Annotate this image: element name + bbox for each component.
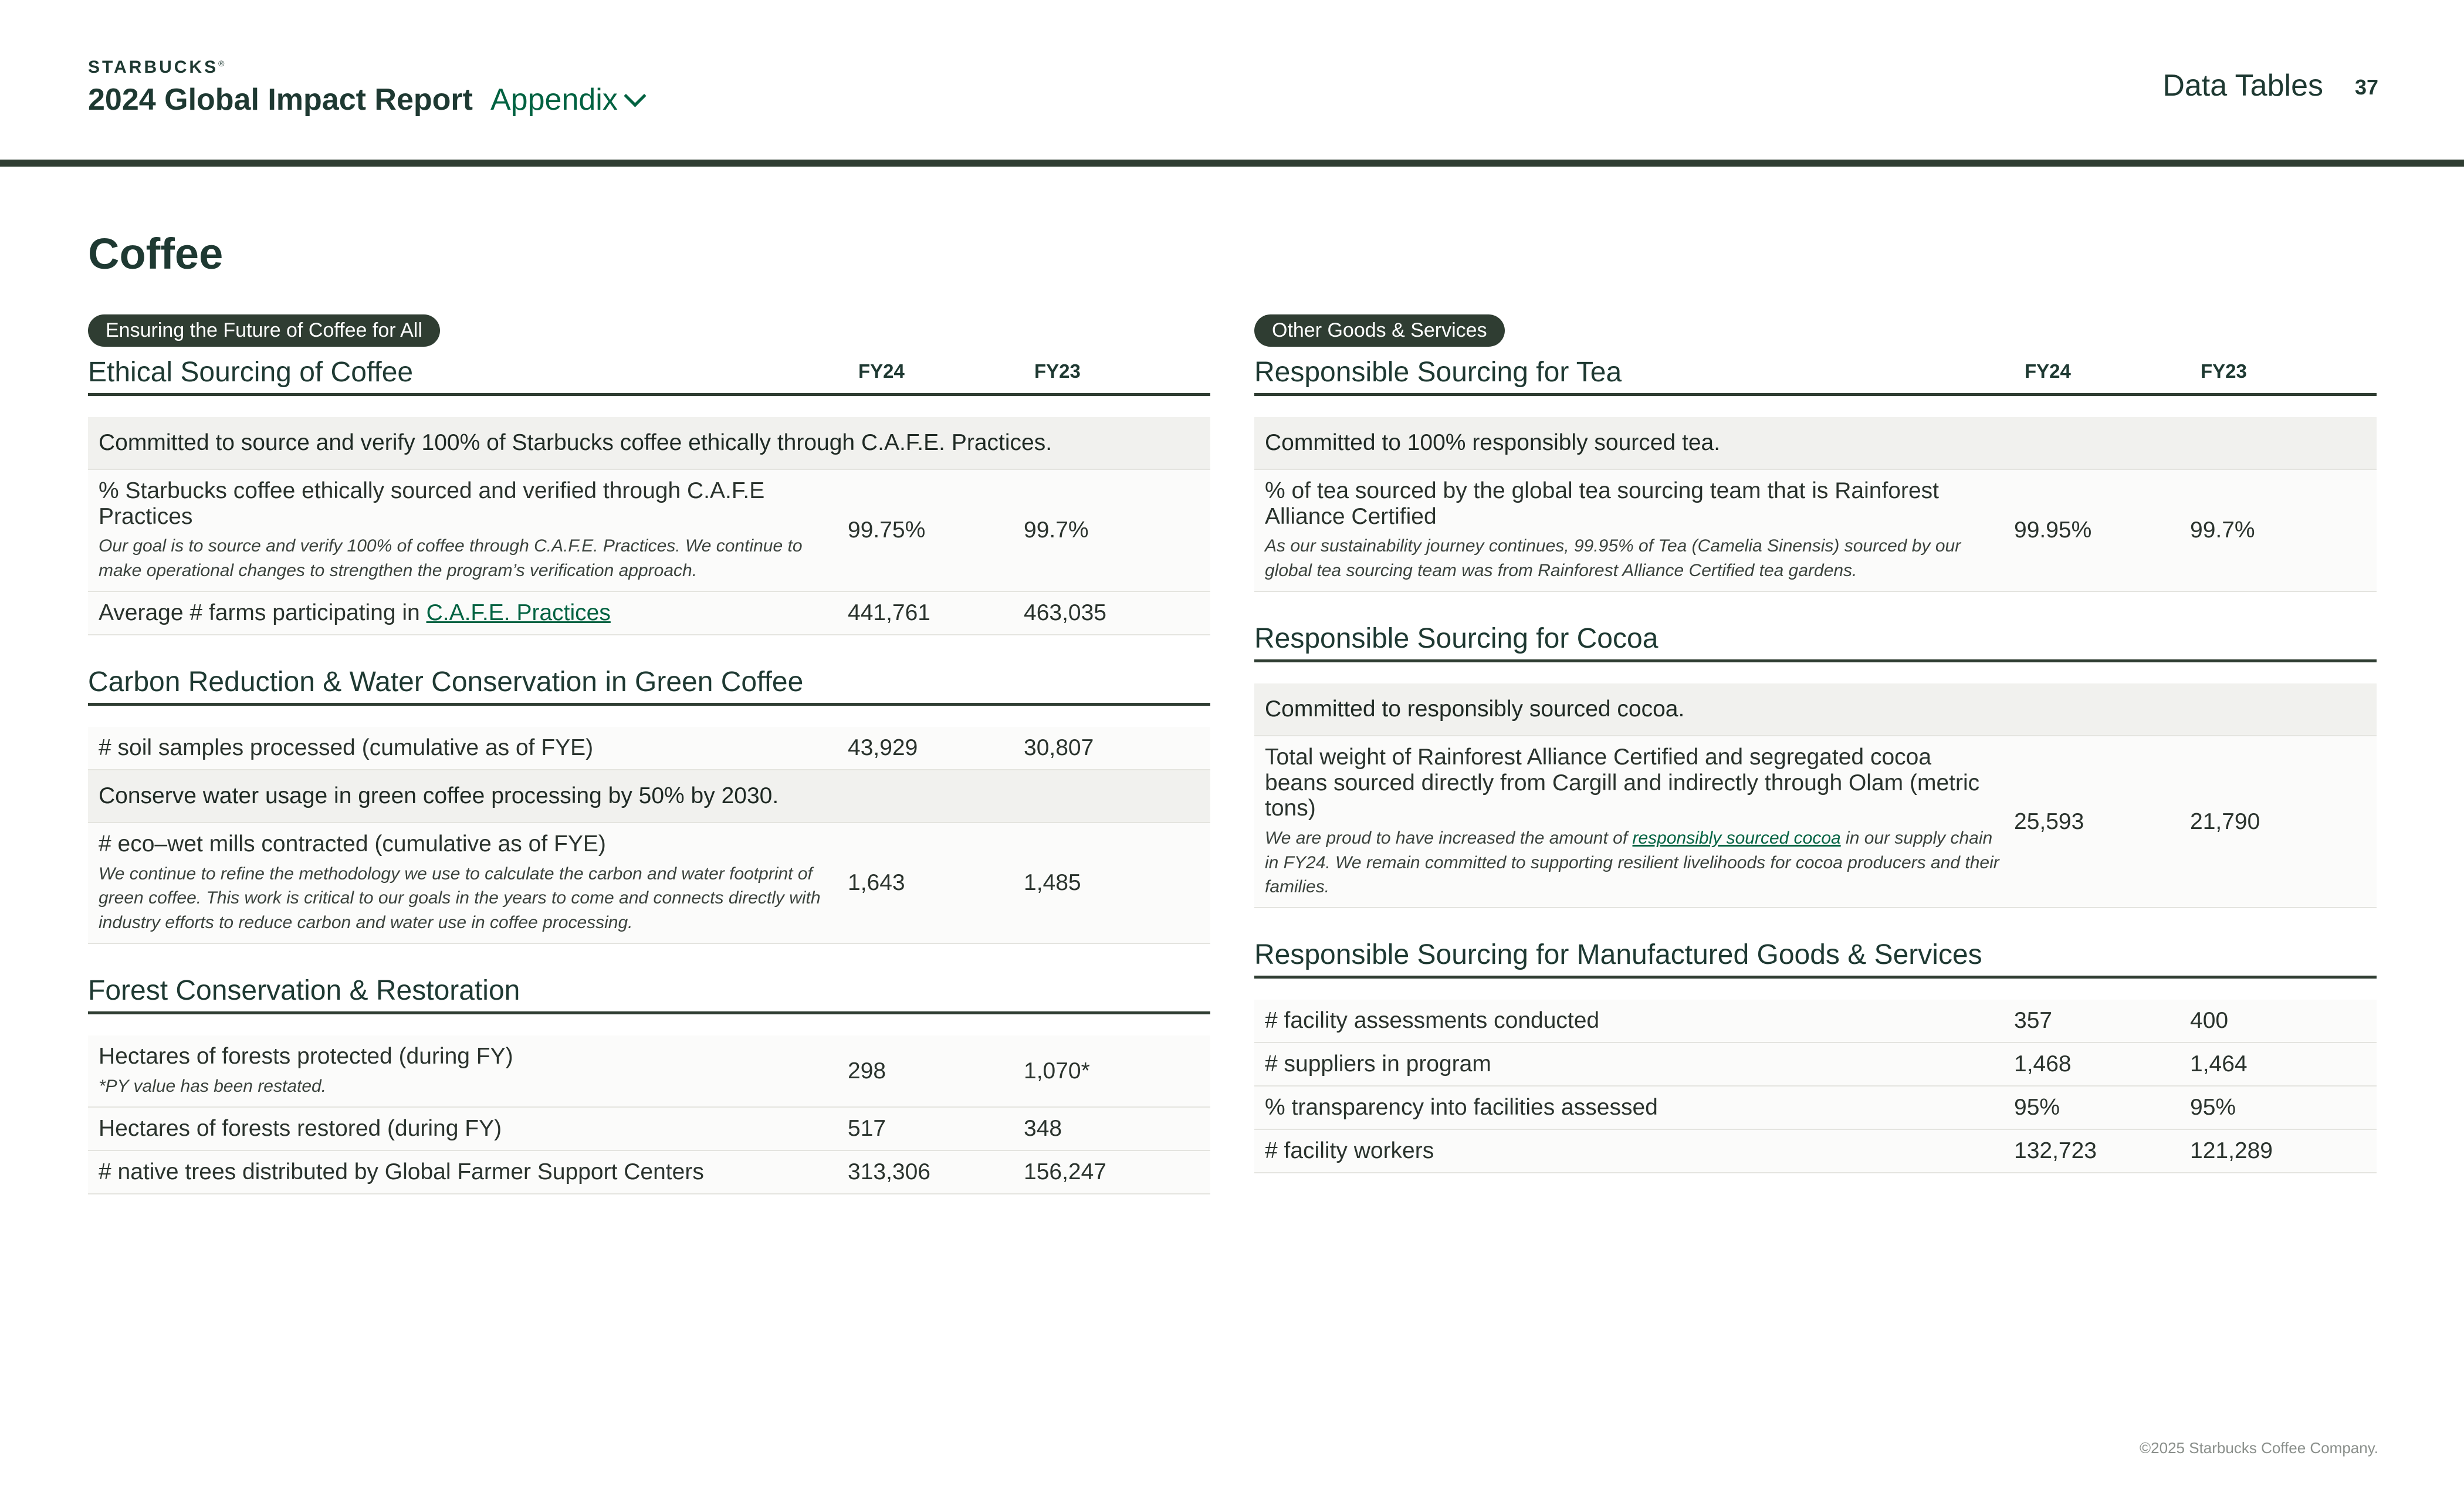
column-header-fy23: FY23 — [2201, 360, 2247, 382]
row-note: Our goal is to source and verify 100% of coffee through C.A.F.E. Practices. We continue to make operational changes to strengthen the program’s verification approach. — [99, 536, 803, 580]
row-label: # suppliers in program — [1265, 1051, 1491, 1077]
value-fy23: 400 — [2190, 1008, 2229, 1034]
appendix-dropdown[interactable] — [490, 82, 643, 117]
table-row — [1254, 736, 2377, 908]
value-fy23: 121,289 — [2190, 1138, 2273, 1164]
page-title: Coffee — [88, 229, 224, 278]
category-pill: Ensuring the Future of Coffee for All — [88, 314, 440, 347]
value-fy23: 1,464 — [2190, 1051, 2248, 1077]
right-column — [1254, 314, 2377, 1173]
value-fy24: 357 — [2014, 1008, 2053, 1034]
row-label: % Starbucks coffee ethically sourced and verified through C.A.F.E Practices — [99, 478, 765, 529]
row-note: We continue to refine the methodology we use to calculate the carbon and water footprint of green coffee. This work is critical to our goals in the years to come and connects directly with industry efforts to reduce carbon and water use in coffee processing. — [99, 864, 821, 932]
value-fy24: 99.95% — [2014, 517, 2092, 543]
page-header — [0, 0, 2464, 167]
value-fy24: 25,593 — [2014, 808, 2084, 834]
table-row — [88, 1108, 1210, 1151]
row-label — [99, 600, 834, 626]
left-column — [88, 314, 1210, 1194]
commitment-row: Committed to responsibly sourced cocoa. — [1254, 683, 2377, 736]
value-fy23: 99.7% — [2190, 517, 2255, 543]
value-fy23: 95% — [2190, 1095, 2236, 1121]
brand-mark: ® — [218, 59, 225, 68]
table-row — [88, 592, 1210, 635]
category-pill: Other Goods & Services — [1254, 314, 1505, 347]
row-label: % transparency into facilities assessed — [1265, 1095, 1658, 1121]
table-title: Responsible Sourcing for Tea — [1254, 357, 1622, 388]
value-fy23: 21,790 — [2190, 808, 2260, 834]
table-row — [88, 823, 1210, 944]
table-row — [1254, 1000, 2377, 1043]
commitment-row: Committed to 100% responsibly sourced tea. — [1254, 417, 2377, 470]
value-fy23: 1,485 — [1024, 870, 1081, 896]
row-label: # native trees distributed by Global Farmer Support Centers — [99, 1159, 704, 1185]
brand-name: STARBUCKS — [88, 57, 219, 77]
commitment-row: Conserve water usage in green coffee processing by 50% by 2030. — [88, 770, 1210, 823]
value-fy24: 1,468 — [2014, 1051, 2072, 1077]
table-row — [1254, 1130, 2377, 1173]
cafe-practices-link[interactable]: C.A.F.E. Practices — [426, 600, 611, 626]
value-fy23: 1,070* — [1024, 1058, 1090, 1084]
responsibly-sourced-cocoa-link[interactable]: responsibly sourced cocoa — [1632, 828, 1841, 848]
brand-logo — [88, 57, 224, 77]
note-text: We are proud to have increased the amount of — [1265, 828, 1633, 848]
value-fy23: 99.7% — [1024, 517, 1089, 543]
table-row — [1254, 1043, 2377, 1087]
row-label: Total weight of Rainforest Alliance Certified and segregated cocoa beans sourced directly from Cargill and indirectly through Olam (metric tons) — [1265, 744, 1980, 821]
table-row — [88, 470, 1210, 592]
note-text: in our supply chain in FY24. We remain committed to supporting resilient livelihoods for cocoa producers and their families. — [1265, 828, 1999, 896]
row-label: Hectares of forests restored (during FY) — [99, 1116, 502, 1142]
chevron-down-icon — [624, 84, 646, 107]
value-fy23: 30,807 — [1024, 735, 1094, 761]
value-fy23: 463,035 — [1024, 600, 1106, 626]
table-header — [1254, 356, 2377, 396]
header-divider — [0, 160, 2464, 167]
value-fy24: 99.75% — [848, 517, 926, 543]
value-fy23: 156,247 — [1024, 1159, 1106, 1185]
value-fy24: 441,761 — [848, 600, 930, 626]
row-label-text: Average # farms participating in — [99, 600, 427, 626]
table-title: Forest Conservation & Restoration — [88, 974, 1210, 1014]
table-title: Responsible Sourcing for Cocoa — [1254, 622, 2377, 662]
table-row — [88, 1035, 1210, 1108]
row-note: As our sustainability journey continues, 99.95% of Tea (Camelia Sinensis) sourced by our global tea sourcing team was from Rainforest Alliance Certified tea gardens. — [1265, 536, 1961, 580]
value-fy24: 298 — [848, 1058, 886, 1084]
table-title: Carbon Reduction & Water Conservation in Green Coffee — [88, 666, 1210, 706]
row-label: # eco–wet mills contracted (cumulative as of FYE) — [99, 831, 606, 857]
value-fy24: 313,306 — [848, 1159, 930, 1185]
row-label: Hectares of forests protected (during FY) — [99, 1043, 513, 1069]
page-number: 37 — [2354, 75, 2378, 99]
table-header — [88, 356, 1210, 396]
row-label: # facility assessments conducted — [1265, 1008, 1600, 1034]
table-row — [88, 1151, 1210, 1194]
column-header-fy24: FY24 — [2025, 360, 2071, 382]
table-row — [88, 727, 1210, 770]
report-title: 2024 Global Impact Report — [88, 83, 473, 117]
table-row — [1254, 1087, 2377, 1130]
commitment-row: Committed to source and verify 100% of Starbucks coffee ethically through C.A.F.E. Practices. — [88, 417, 1210, 470]
column-header-fy24: FY24 — [858, 360, 905, 382]
value-fy24: 43,929 — [848, 735, 918, 761]
table-row — [1254, 470, 2377, 592]
column-header-fy23: FY23 — [1034, 360, 1081, 382]
row-note: *PY value has been restated. — [99, 1076, 327, 1096]
copyright-footer: ©2025 Starbucks Coffee Company. — [2140, 1439, 2378, 1457]
table-title: Responsible Sourcing for Manufactured Goods & Services — [1254, 939, 2377, 979]
row-label: # soil samples processed (cumulative as of FYE) — [99, 735, 594, 761]
value-fy24: 517 — [848, 1116, 886, 1142]
section-name: Data Tables — [2162, 69, 2323, 103]
row-note — [1265, 826, 2000, 899]
value-fy24: 1,643 — [848, 870, 905, 896]
value-fy24: 95% — [2014, 1095, 2060, 1121]
value-fy23: 348 — [1024, 1116, 1062, 1142]
table-title: Ethical Sourcing of Coffee — [88, 357, 414, 388]
value-fy24: 132,723 — [2014, 1138, 2097, 1164]
row-label: # facility workers — [1265, 1138, 1434, 1164]
row-label: % of tea sourced by the global tea sourcing team that is Rainforest Alliance Certified — [1265, 478, 1939, 529]
appendix-label: Appendix — [490, 83, 618, 117]
